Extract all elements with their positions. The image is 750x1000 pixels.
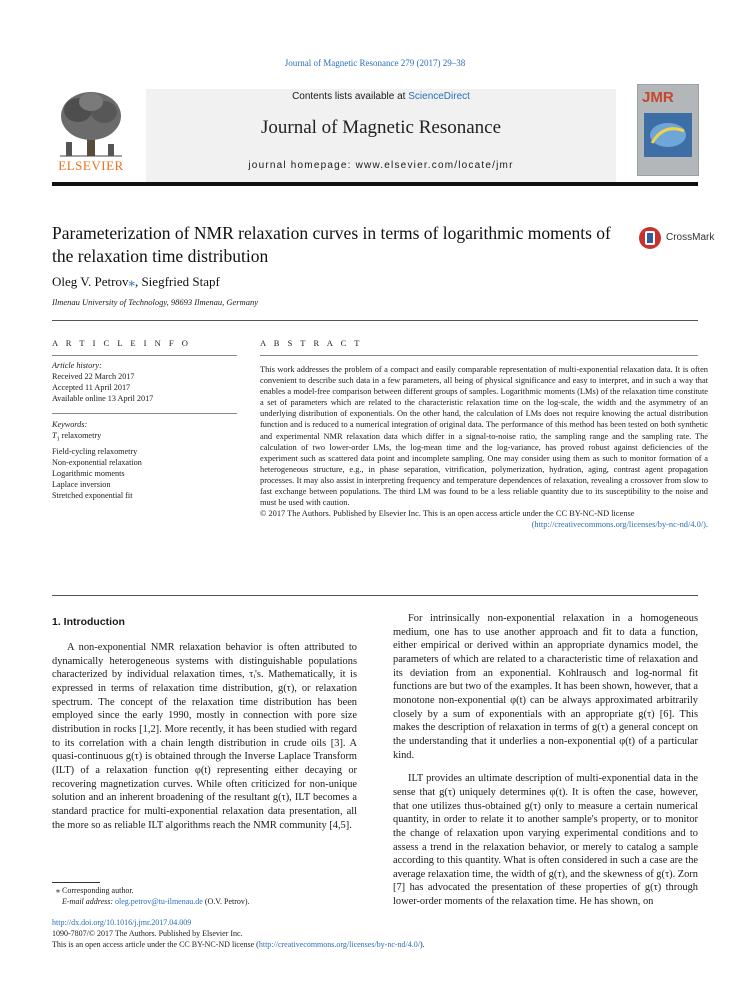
doi-link[interactable]: http://dx.doi.org/10.1016/j.jmr.2017.04.009 (52, 918, 192, 927)
author-separator: , (134, 274, 142, 289)
article-info-heading: A R T I C L E I N F O (52, 338, 191, 348)
author-list (52, 274, 220, 290)
abstract-heading: A B S T R A C T (260, 338, 363, 348)
crossmark-label[interactable]: CrossMark (666, 232, 715, 243)
corresponding-note: ⁎ Corresponding author. (56, 886, 134, 895)
abstract-copyright: © 2017 The Authors. Published by Elsevier Inc. This is an open access article under the CC BY-NC-ND license (260, 509, 635, 519)
crossmark-icon (638, 225, 662, 251)
divider (52, 320, 698, 321)
history-received: Received 22 March 2017 (52, 372, 135, 381)
journal-homepage[interactable]: journal homepage: www.elsevier.com/locate/jmr (248, 160, 514, 171)
footnote (52, 885, 372, 907)
elsevier-wordmark: ELSEVIER (58, 158, 124, 173)
author-name: Siegfried Stapf (141, 274, 220, 289)
keyword: Non-exponential relaxation (52, 457, 142, 467)
license-link[interactable]: (http://creativecommons.org/licenses/by-nc-nd/4.0/). (531, 520, 708, 530)
abstract-text: This work addresses the problem of a compact and easily comparable representation of multi-exponential relaxation data. It is often convenient to describe such data in a few parameters, all being of physical significance and easy to interpret, and in such a way that enables a model-free comparison between different groups of samples. Logarithmic moments (LMs) of the relaxation time constitute a set of parameters which are related to the characteristic relaxation time on the log-scale, the width and the asymmetry of an underlying distribution of exponentials. On the other hand, the calculation of LMs does not require knowing the actual distribution function and is reduced to a numerical integration of original data. The performance of this method has been tested on both synthetic and experimental NMR relaxation data which differ in a signal-to-noise ratio, the sampling range and the sampling rate. The calculation of two lower-order LMs, the log-mean time and the log-variance, has proved robust against deficiencies of the experiment such as scattered data point and incomplete sampling. One may consider using them as such to monitor formation of a heterogeneous structure, e.g., in phase separation, vitrification, polymerization, hydration, aging, contrast agent propagation processes. It may also assist in interpreting frequency and temperature dependences of relaxation, revealing a crossover from slow to fast exchange between populations. The third LM was found to be a less reliable quantity due to its susceptibility to the noise and must be used with caution. (260, 365, 708, 508)
contents-line (146, 91, 616, 102)
cover-title: JMR (642, 89, 674, 106)
sciencedirect-link[interactable]: ScienceDirect (408, 91, 470, 102)
article-title: Parameterization of NMR relaxation curves in terms of logarithmic moments of the relaxation time distribution (52, 223, 611, 266)
author-name: Oleg V. Petrov (52, 274, 129, 289)
history-online: Available online 13 April 2017 (52, 394, 154, 403)
keywords-label: Keywords: (52, 420, 88, 429)
bottom-info (52, 918, 692, 950)
corresponding-author-mark[interactable]: ⁎ (128, 274, 135, 289)
footnote-rule (52, 882, 100, 883)
license-link[interactable]: http://creativecommons.org/licenses/by-nc-nd/4.0/ (258, 939, 420, 949)
license-line (260, 519, 708, 530)
abstract-divider (260, 355, 698, 356)
right-column (393, 612, 698, 909)
paragraph: ILT provides an ultimate description of multi-exponential data in the sense that g(τ) uniquely determines φ(t). It is often the case, however, that one utilizes thus-obtained g(τ) only to measure a certain numerical quantity, in order to relate it to another sample's property, or to monitor the change of relaxation upon varying experimental conditions and to assess a trend in the relaxation behavior, or merely to catalog a sample according to this quantity. What is often considered in such a case are the average relaxation time, the width of g(τ), and the skewness of g(τ). Zorn [7] has advocated the presentation of these properties of g(τ) through lower-order moments of the relaxation time. He has shown, on (393, 773, 698, 908)
header-rule (52, 182, 698, 186)
issn-line: 1090-7807/© 2017 The Authors. Published by Elsevier Inc. (52, 928, 243, 938)
left-column (52, 641, 357, 832)
keyword: Logarithmic moments (52, 468, 125, 478)
keywords (52, 419, 237, 501)
abstract-body (260, 364, 708, 530)
paragraph: For intrinsically non-exponential relaxation in a homogeneous medium, one has to use another approach and fit to data a function, either empirical or derived within an appropriate dynamics model, the parameters of which are related to a characteristic time of relaxation and its deviation from an exponential. Kohlrausch and log-normal fit functions are but two of the examples. It has been shown, however, that a monotone non-exponential φ(t) can be always approximated arbitrarily closely by a sum of exponentials with an appropriate g(τ) [6]. This makes the description of relaxation in terms of g(τ) a general concept on the understanding that it underlies a non-exponential φ(t) of a particular kind. (393, 613, 698, 761)
divider (52, 595, 698, 596)
email-note: E-mail address: oleg.petrov@tu-ilmenau.de (O.V. Petrov). (62, 897, 250, 906)
keyword: $T_1$ relaxometry (52, 431, 102, 443)
affiliation: Ilmenau University of Technology, 98693 Ilmenau, Germany (52, 297, 259, 307)
article-history (52, 360, 237, 404)
history-accepted: Accepted 11 April 2017 (52, 383, 131, 392)
section-heading: 1. Introduction (52, 616, 125, 628)
elsevier-logo (52, 84, 130, 176)
journal-cover (637, 84, 699, 176)
keyword: Laplace inversion (52, 479, 111, 489)
info-divider (52, 355, 237, 356)
cover-image-icon (644, 113, 692, 157)
journal-title: Journal of Magnetic Resonance (260, 117, 502, 138)
keyword: Field-cycling relaxometry (52, 446, 138, 456)
keyword: Stretched exponential fit (52, 490, 133, 500)
contents-prefix: Contents lists available at (292, 91, 409, 102)
history-label: Article history: (52, 361, 102, 370)
journal-reference[interactable]: Journal of Magnetic Resonance 279 (2017) 29–38 (284, 58, 466, 68)
email-link[interactable]: oleg.petrov@tu-ilmenau.de (115, 897, 203, 906)
paragraph: A non-exponential NMR relaxation behavior is often attributed to dynamically heterogeneous systems with distinguishable populations characterized by individual relaxation times, τᵢ's. Mathematically, it is expressed in terms of relaxation time distribution, g(τ), or relaxation spectrum. The concept of the relaxation time distribution has been employed since the early 1990, mostly in connection with pore size distribution in rocks [1,2]. More recently, it has been studied with regard to its correlation with a chain length distribution in crude oils [3]. A quasi-continuous g(τ) is obtained through the Inverse Laplace Transform (ILT) of a relaxation function φ(t) representing either decaying or recovering magnetization curves. While often criticized for non-unique solution and an inherent broadening of the resultant g(τ), ILT becomes a standard practice for multi-exponential relaxation data presentation, all the more so as reliable ILT algorithms reach the NMR community [4,5]. (52, 642, 357, 831)
open-access-line: This is an open access article under the CC BY-NC-ND license (http://creativecommons.org/licenses/by-nc-nd/4.0/). (52, 939, 425, 949)
info-divider (52, 413, 237, 414)
